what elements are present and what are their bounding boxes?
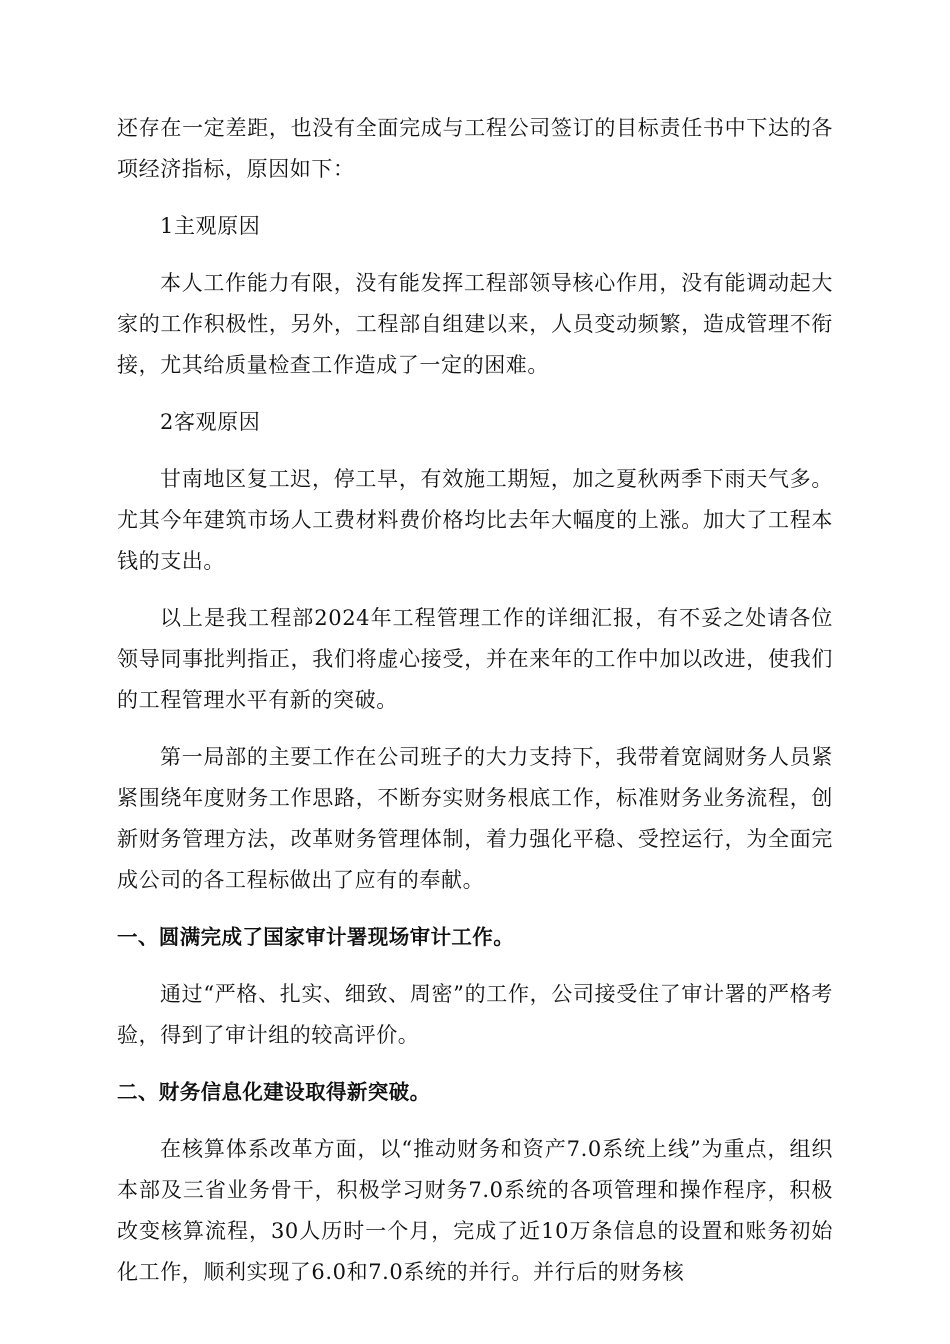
paragraph-objective: 甘南地区复工迟，停工早，有效施工期短，加之夏秋两季下雨天气多。尤其今年建筑市场人工费材料费价格均比去年大幅度的上涨。加大了工程本钱的支出。 bbox=[117, 467, 833, 573]
paragraph-informatization: 在核算体系改革方面，以“推动财务和资产7.0系统上线”为重点，组织本部及三省业务骨干，积极学习财务7.0系统的各项管理和操作程序，积极改变核算流程，30人历时一个月，完成了近10万条信息的设置和账务初始化工作，顺利实现了6.0和7.0系统的并行。并行后的财务核 bbox=[117, 1137, 833, 1284]
spacer bbox=[117, 721, 833, 737]
section-heading-informatization: 二、财务信息化建设取得新突破。 bbox=[117, 1080, 431, 1104]
document-body bbox=[117, 108, 833, 1293]
subheading-subjective: 1主观原因 bbox=[160, 214, 261, 238]
spacer bbox=[117, 443, 833, 459]
paragraph-summary: 以上是我工程部2024年工程管理工作的详细汇报，有不妥之处请各位领导同事批判指正，我们将虚心接受，并在来年的工作中加以改进，使我们的工程管理水平有新的突破。 bbox=[117, 606, 833, 712]
spacer bbox=[117, 190, 833, 206]
paragraph-audit: 通过“严格、扎实、细致、周密”的工作，公司接受住了审计署的严格考验，得到了审计组的较高评价。 bbox=[117, 982, 833, 1047]
spacer bbox=[117, 386, 833, 402]
paragraph-intro: 还存在一定差距，也没有全面完成与工程公司签订的目标责任书中下达的各项经济指标，原因如下： bbox=[117, 116, 833, 181]
paragraph-subjective: 本人工作能力有限，没有能发挥工程部领导核心作用，没有能调动起大家的工作积极性，另外，工程部自组建以来，人员变动频繁，造成管理不衔接，尤其给质量检查工作造成了一定的困难。 bbox=[117, 271, 833, 377]
spacer bbox=[117, 901, 833, 917]
section-heading-audit: 一、圆满完成了国家审计署现场审计工作。 bbox=[117, 925, 515, 949]
paragraph-finance-intro: 第一局部的主要工作在公司班子的大力支持下，我带着宽阔财务人员紧紧围绕年度财务工作思路，不断夯实财务根底工作，标准财务业务流程，创新财务管理方法，改革财务管理体制，着力强化平稳、受控运行，为全面完成公司的各工程标做出了应有的奉献。 bbox=[117, 745, 833, 892]
subheading-objective: 2客观原因 bbox=[160, 410, 261, 434]
spacer bbox=[117, 1056, 833, 1072]
spacer bbox=[117, 1113, 833, 1129]
spacer bbox=[117, 958, 833, 974]
spacer bbox=[117, 247, 833, 263]
spacer bbox=[117, 582, 833, 598]
